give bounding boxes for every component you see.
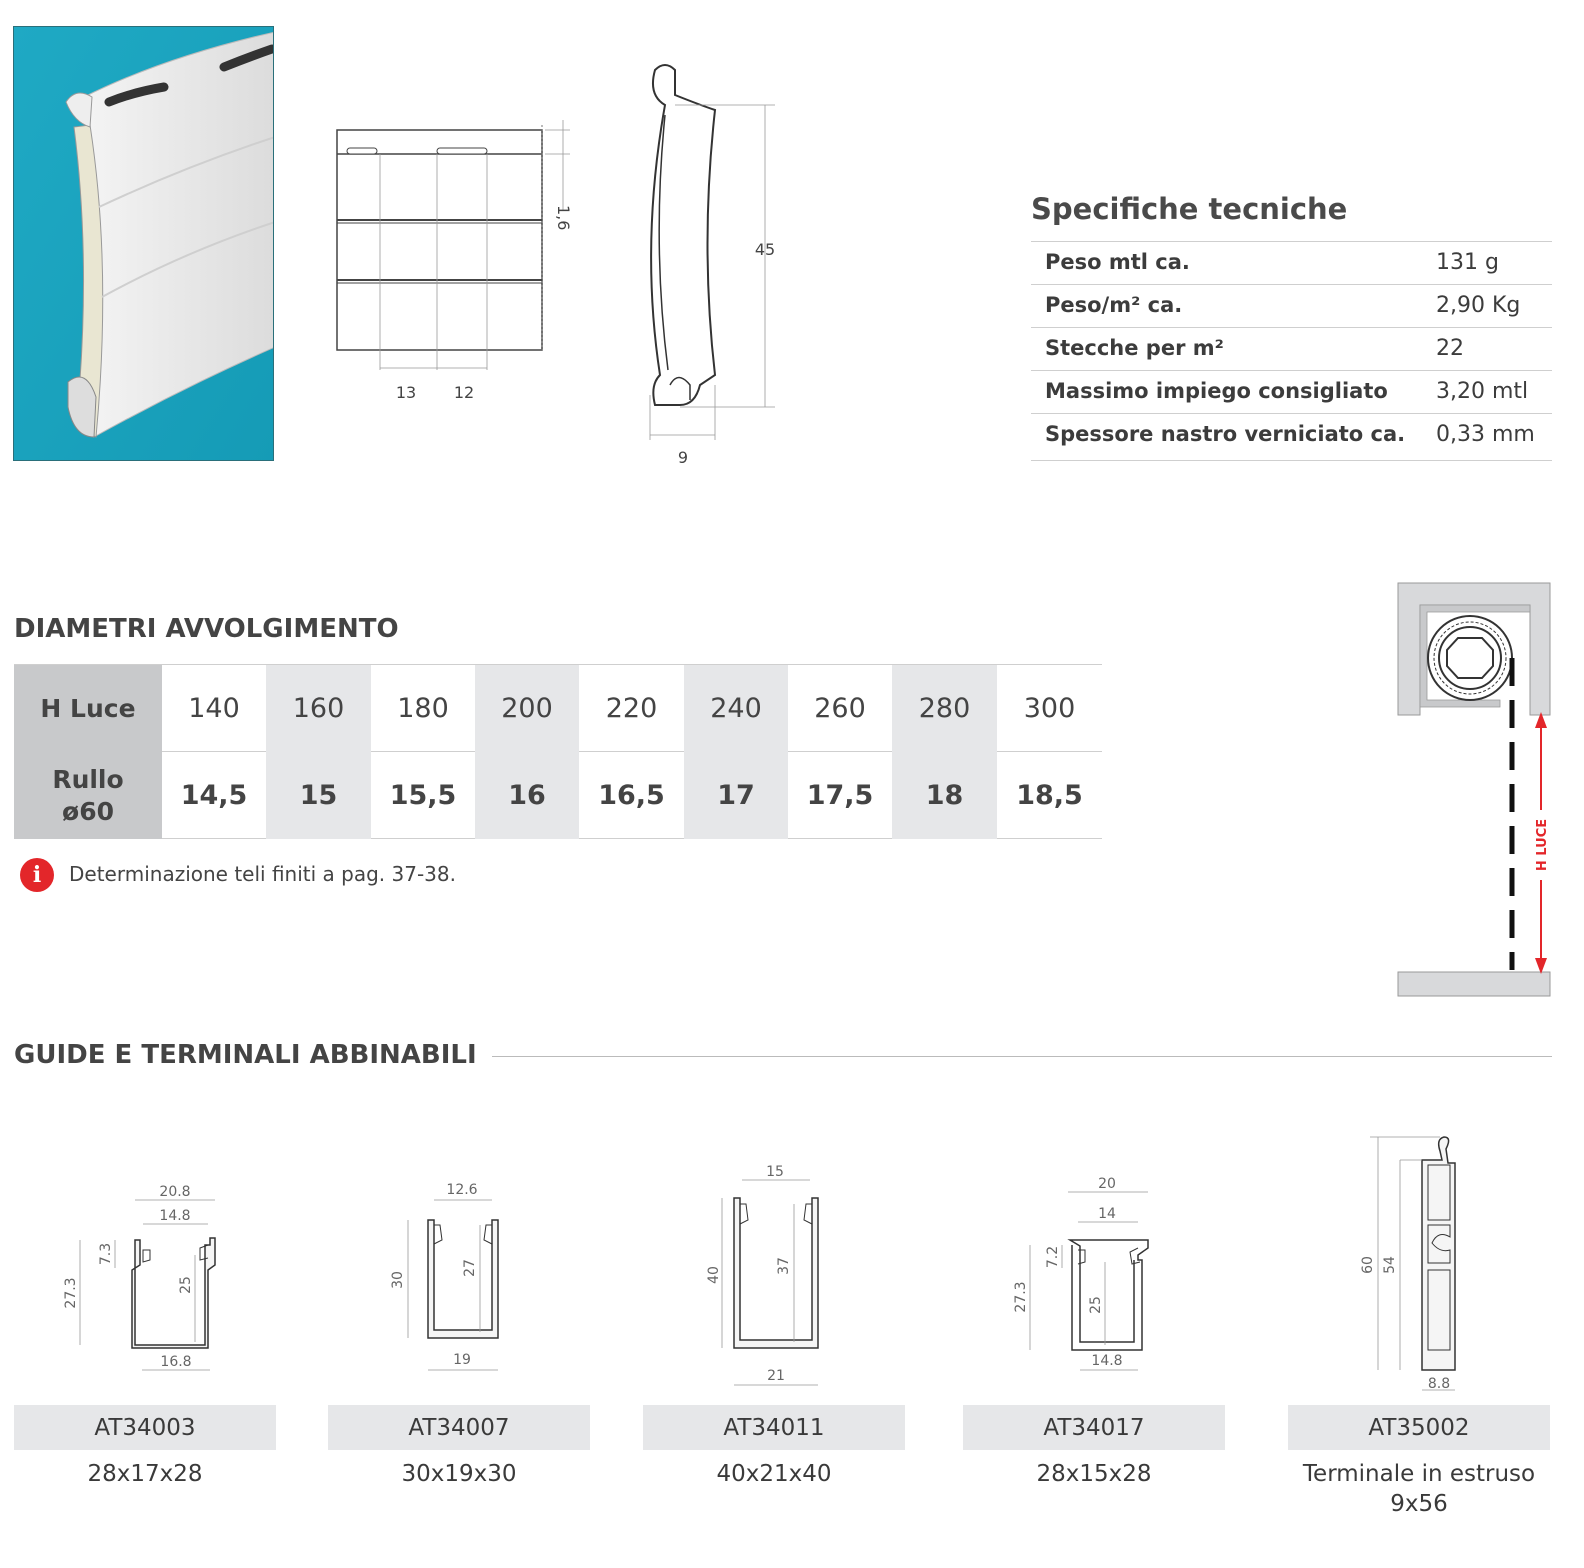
h-luce-cell: 280 [892, 665, 997, 752]
guide-desc: 28x15x28 [1036, 1461, 1152, 1487]
spec-row [1031, 414, 1552, 461]
rullo-header-line1: Rullo [52, 765, 124, 795]
guide-code: AT34003 [14, 1405, 276, 1450]
h-luce-label: H LUCE [1535, 818, 1550, 872]
dim: 27.3 [63, 1277, 79, 1309]
dim: 20 [1098, 1176, 1116, 1192]
guide-code: AT34011 [643, 1405, 905, 1450]
dim: 27 [462, 1259, 478, 1277]
dim: 19 [453, 1352, 471, 1368]
dim: 20.8 [159, 1184, 191, 1200]
product-photo [13, 26, 274, 461]
guide-code: AT34007 [328, 1405, 590, 1450]
h-luce-cell: 300 [1023, 693, 1076, 724]
h-luce-cell: 140 [188, 693, 240, 724]
dim: 37 [776, 1257, 792, 1275]
note-text: Determinazione teli finiti a pag. 37-38. [69, 862, 456, 886]
guide-code: AT34017 [963, 1405, 1225, 1450]
guide-desc-line2: 9x56 [1390, 1490, 1448, 1517]
rullo-cell: 17 [684, 752, 788, 839]
spec-value: 22 [1436, 336, 1464, 361]
section-rule [492, 1056, 1552, 1057]
dim-12: 12 [453, 383, 475, 402]
guide-drawing-at34007 [370, 1160, 550, 1390]
dim: 54 [1382, 1256, 1398, 1274]
spec-value: 0,33 mm [1436, 422, 1535, 447]
rullo-header-line2: ø60 [62, 796, 114, 826]
diametri-title: DIAMETRI AVVOLGIMENTO [14, 614, 399, 644]
h-luce-cell: 200 [475, 665, 579, 752]
dim: 14 [1098, 1206, 1116, 1222]
dim: 14.8 [159, 1208, 191, 1224]
dim-13: 13 [395, 383, 417, 402]
rullo-cell: 15,5 [389, 780, 457, 811]
h-luce-diagram [1395, 580, 1555, 1000]
rullo-cell: 16,5 [598, 780, 665, 811]
dim: 27.3 [1013, 1281, 1029, 1313]
dim: 15 [766, 1164, 784, 1180]
dim: 40 [706, 1266, 722, 1284]
spec-label: Peso mtl ca. [1045, 250, 1190, 274]
dim-9: 9 [677, 448, 689, 467]
spec-value: 3,20 mtl [1436, 379, 1529, 404]
slat-front-drawing [320, 110, 590, 410]
h-luce-cell: 220 [605, 693, 658, 724]
spec-label: Stecche per m² [1045, 336, 1224, 360]
terminal-drawing-at35002 [1340, 1125, 1500, 1400]
dim: 30 [390, 1271, 406, 1289]
spec-value: 2,90 Kg [1436, 293, 1521, 318]
spec-label: Peso/m² ca. [1045, 293, 1183, 317]
dim: 14.8 [1091, 1353, 1123, 1369]
info-icon: i [20, 858, 54, 892]
rullo-cell: 15 [266, 752, 371, 839]
h-luce-header: H Luce [14, 665, 162, 752]
dim-1-6: 1,6 [554, 205, 573, 231]
dim: 25 [178, 1276, 194, 1294]
guide-desc [1288, 1460, 1550, 1520]
guide-code: AT35002 [1288, 1405, 1550, 1450]
guide-desc-line1: Terminale in estruso [1302, 1461, 1536, 1487]
guide-desc: 28x17x28 [87, 1461, 203, 1487]
rullo-cell: 16 [475, 752, 579, 839]
dim-45: 45 [754, 240, 776, 259]
rullo-cell: 17,5 [806, 780, 874, 811]
guide-drawing-at34017 [1010, 1160, 1210, 1390]
guide-desc: 40x21x40 [716, 1461, 832, 1487]
dim: 8.8 [1427, 1376, 1451, 1392]
spec-row [1031, 242, 1552, 285]
rullo-cell: 18 [892, 752, 997, 839]
guides-title: GUIDE E TERMINALI ABBINABILI [14, 1040, 477, 1070]
rullo-cell: 18,5 [1016, 780, 1083, 811]
dim: 60 [1360, 1256, 1376, 1274]
dim: 7.3 [98, 1242, 114, 1266]
dim: 21 [767, 1368, 785, 1384]
dim: 16.8 [160, 1354, 192, 1370]
spec-row [1031, 285, 1552, 328]
dim: 25 [1088, 1296, 1104, 1314]
guide-drawing-at34011 [690, 1160, 870, 1400]
spec-row [1031, 371, 1552, 414]
guide-desc: 30x19x30 [401, 1461, 517, 1487]
h-luce-cell: 160 [266, 665, 371, 752]
spec-row [1031, 328, 1552, 371]
dim: 7.2 [1045, 1245, 1061, 1269]
guide-drawing-at34003 [40, 1160, 260, 1390]
rullo-header [14, 752, 162, 839]
h-luce-cell: 260 [814, 693, 866, 724]
dim: 12.6 [446, 1182, 478, 1198]
spec-label: Massimo impiego consigliato [1045, 379, 1388, 403]
spec-value: 131 g [1436, 250, 1499, 275]
spec-label: Spessore nastro verniciato ca. [1045, 422, 1406, 446]
h-luce-cell: 240 [684, 665, 788, 752]
spec-title: Specifiche tecniche [1031, 192, 1348, 226]
slat-section-drawing [620, 55, 790, 475]
rullo-cell: 14,5 [180, 780, 248, 811]
h-luce-cell: 180 [397, 693, 449, 724]
